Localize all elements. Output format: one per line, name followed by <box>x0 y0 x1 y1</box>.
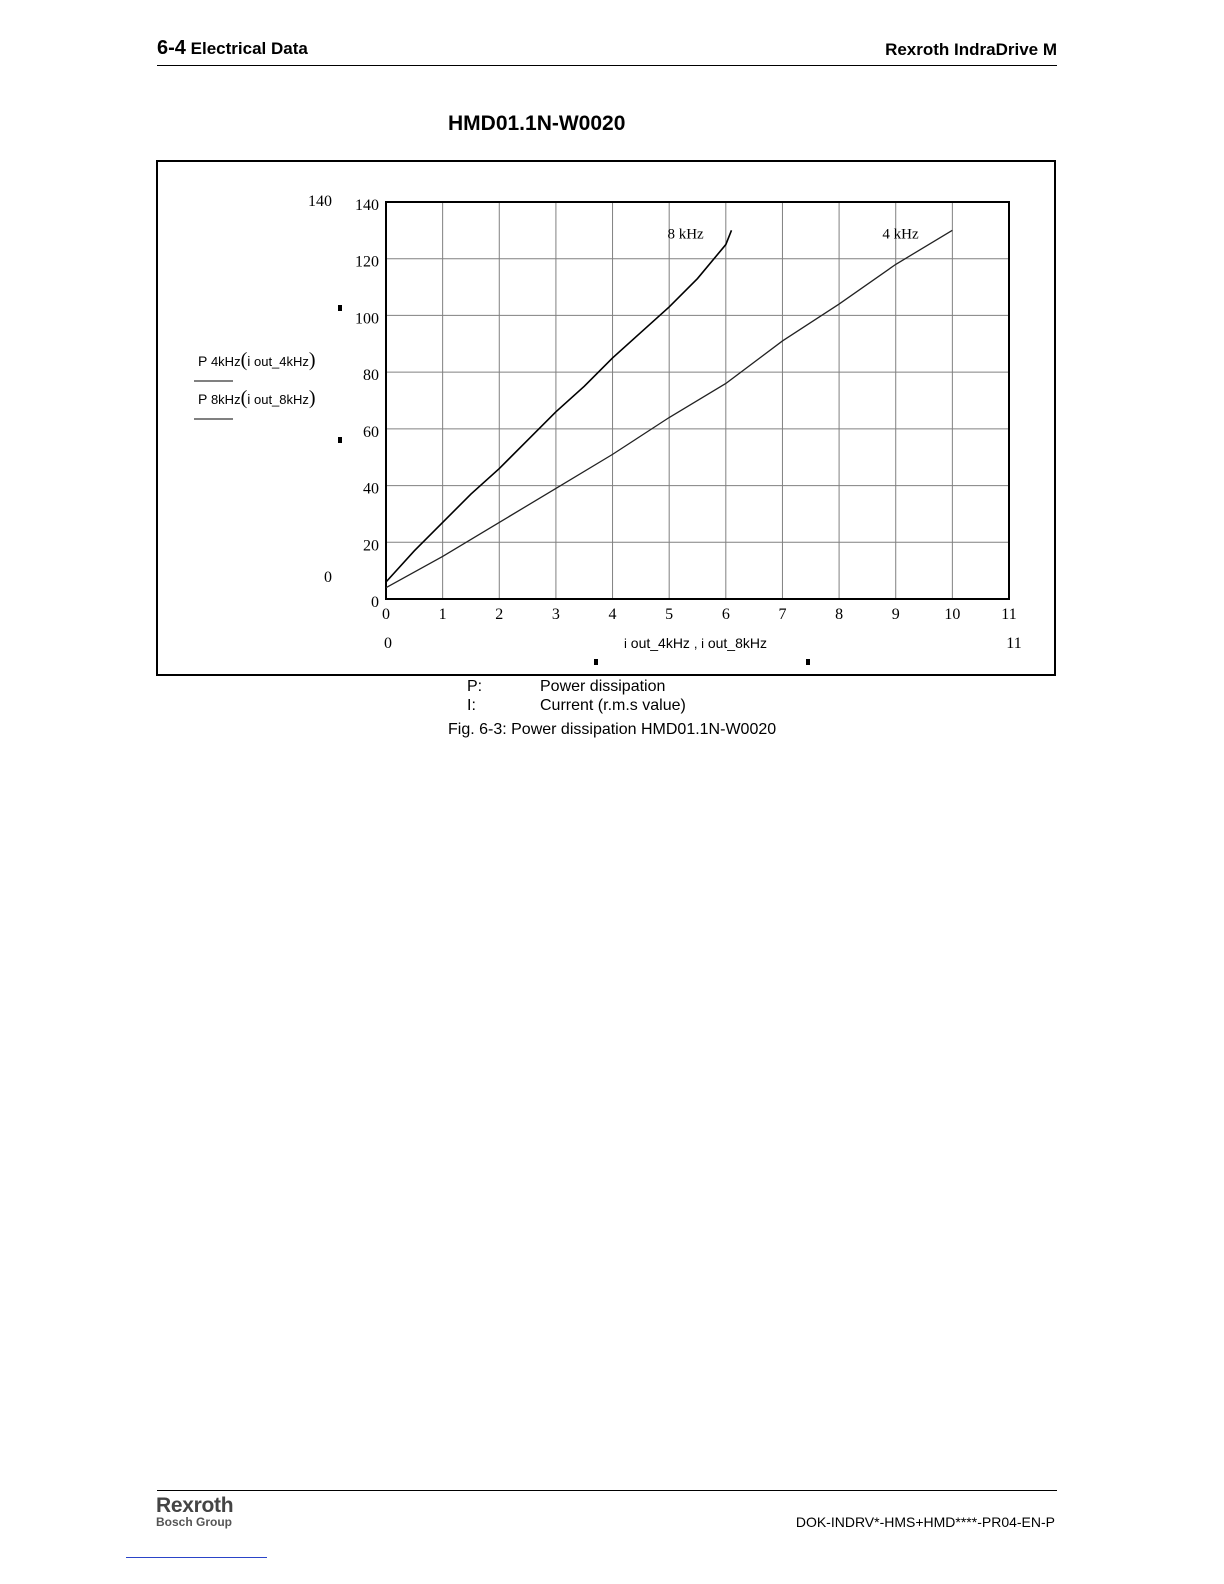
x-tick-label: 3 <box>551 606 560 623</box>
y-tick-label: 80 <box>363 367 379 385</box>
x-tick-label: 7 <box>778 606 787 623</box>
axis-marker <box>338 305 342 311</box>
legend-key-p: P: <box>467 678 483 695</box>
page-section-heading <box>157 37 308 60</box>
axis-marker <box>806 659 810 665</box>
axis-marker <box>594 659 598 665</box>
x-tick-label: 9 <box>891 606 900 623</box>
header-rule <box>157 65 1057 66</box>
x-tick-label: 8 <box>835 606 844 623</box>
y-range-min-label: 0 <box>324 569 332 586</box>
x-range-min-label: 0 <box>384 635 392 652</box>
brand-subtitle: Bosch Group <box>156 1515 233 1529</box>
section-number: 6-4 <box>157 37 186 59</box>
x-range-max-label: 11 <box>1006 635 1022 652</box>
x-tick-label: 5 <box>665 606 674 623</box>
figure-title: HMD01.1N-W0020 <box>448 112 626 135</box>
legend-text-power: Power dissipation <box>540 678 666 695</box>
x-tick-label: 0 <box>382 606 390 623</box>
y-tick-label: 120 <box>355 253 379 271</box>
y-axis-label-2: P 8kHz(i out_8kHz) <box>198 387 316 409</box>
y-range-max-label: 140 <box>308 193 332 210</box>
y-tick-label: 60 <box>363 423 379 441</box>
x-tick-label: 6 <box>721 606 730 623</box>
y-axis-label-1: P 4kHz(i out_4kHz) <box>198 349 316 371</box>
x-tick-label: 11 <box>1001 606 1017 623</box>
y-tick-label: 40 <box>363 480 379 498</box>
product-name: Rexroth IndraDrive M <box>885 40 1057 59</box>
axis-marker <box>338 437 342 443</box>
section-title: Electrical Data <box>190 39 308 58</box>
legend-text-current: Current (r.m.s value) <box>540 697 686 714</box>
x-tick-label: 1 <box>438 606 447 623</box>
x-axis-label: i out_4kHz , i out_8kHz <box>624 635 767 651</box>
document-id: DOK-INDRV*-HMS+HMD****-PR04-EN-P <box>795 1514 1055 1530</box>
footer-rule <box>157 1490 1057 1491</box>
footer-link-underline <box>126 1557 267 1558</box>
y-tick-label: 0 <box>371 594 379 611</box>
series-line-8-khz <box>386 230 731 582</box>
y-tick-label: 20 <box>363 537 379 555</box>
series-label-8-khz: 8 kHz <box>667 226 704 243</box>
figure-caption: Fig. 6-3: Power dissipation HMD01.1N-W0020 <box>448 721 777 738</box>
y-tick-label: 100 <box>355 310 379 328</box>
chart-frame <box>156 160 1056 676</box>
x-tick-label: 10 <box>944 606 961 623</box>
power-dissipation-chart <box>158 162 1054 674</box>
y-tick-label: 140 <box>355 197 379 214</box>
legend-key-i: I: <box>467 697 476 714</box>
x-tick-label: 4 <box>608 606 617 623</box>
series-label-4-khz: 4 kHz <box>882 226 919 243</box>
rexroth-logo <box>156 1494 233 1529</box>
x-tick-label: 2 <box>495 606 504 623</box>
brand-name: Rexroth <box>156 1494 234 1517</box>
